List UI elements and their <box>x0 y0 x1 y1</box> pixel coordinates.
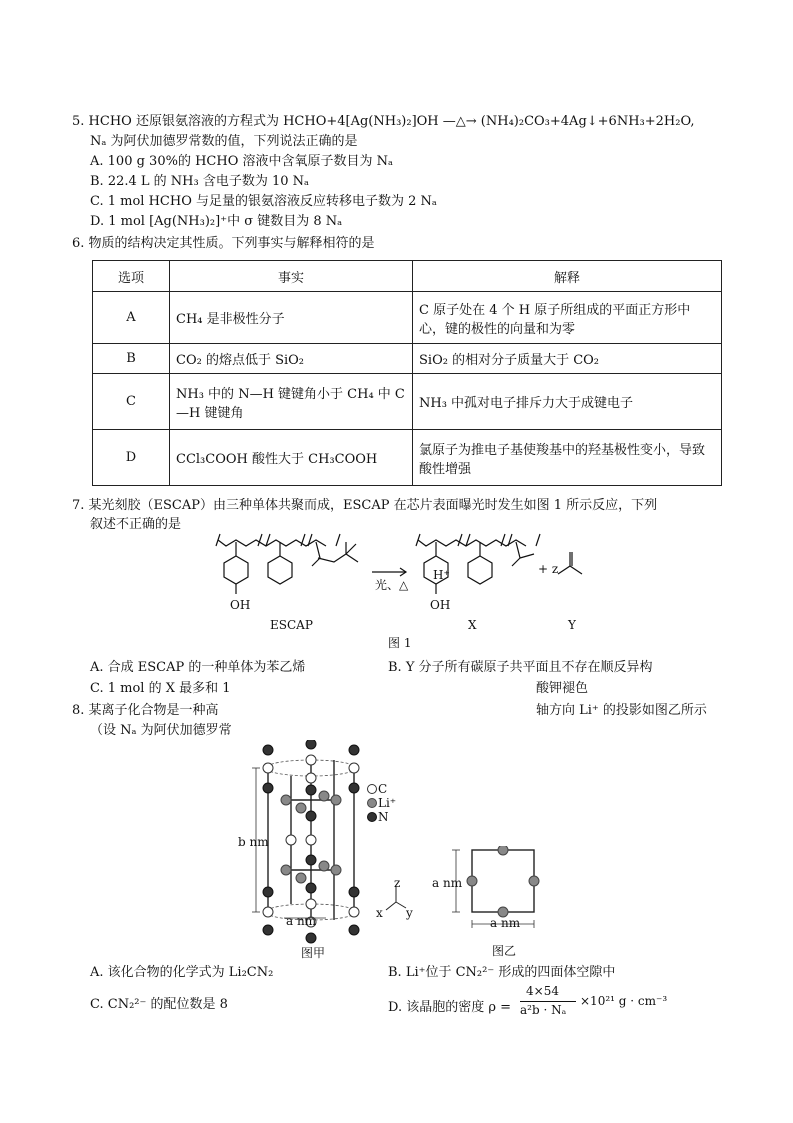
y-label: Y <box>568 618 576 632</box>
caption-jia: 图甲 <box>301 946 326 960</box>
density-suffix: ×10²¹ g · cm⁻³ <box>580 994 668 1008</box>
escap-label: ESCAP <box>270 618 313 632</box>
table-header-row <box>93 261 722 292</box>
q8-option-d <box>388 984 718 1024</box>
row-option: B <box>93 344 170 374</box>
q5-option-d: D. 1 mol [Ag(NH₃)₂]⁺中 σ 键数目为 8 Nₐ <box>90 214 343 229</box>
row-fact: CO₂ 的熔点低于 SiO₂ <box>170 344 413 374</box>
q5-option-a: A. 100 g 30%的 HCHO 溶液中含氧原子数目为 Nₐ <box>90 154 394 169</box>
oh-label-escap: OH <box>230 598 251 612</box>
q7-option-d-partial: 酸钾褪色 <box>536 681 589 696</box>
q8-option-a: A. 该化合物的化学式为 Li₂CN₂ <box>90 965 274 980</box>
axis-x-label: x <box>376 906 383 920</box>
oh-label-x: OH <box>430 598 451 612</box>
density-denominator: a²b · Nₐ <box>520 1003 567 1017</box>
q7-stem-line2: 叙述不正确的是 <box>90 517 182 532</box>
row-fact: CH₄ 是非极性分子 <box>170 292 413 344</box>
b-dimension-label: b nm <box>238 835 269 849</box>
q8-stem-line1-tail: 轴方向 Li⁺ 的投影如图乙所示 <box>536 703 707 718</box>
table-row <box>93 344 722 374</box>
figure-1-caption: 图 1 <box>388 636 412 650</box>
fraction-bar <box>520 1001 576 1002</box>
atom-legend <box>366 782 426 832</box>
row-fact: NH₃ 中的 N—H 键键角小于 CH₄ 中 C—H 键键角 <box>170 374 413 430</box>
q6-table <box>92 260 722 486</box>
legend-li: Li⁺ <box>378 796 397 810</box>
unit-cell-drawing <box>246 740 406 960</box>
projection-figure-yi <box>432 846 556 958</box>
axis-z-label: z <box>394 876 401 890</box>
header-reason: 解释 <box>413 261 722 292</box>
figure-1-reaction <box>200 532 600 652</box>
q8-stem-line1: 8. 某离子化合物是一种高 <box>72 703 219 718</box>
a-dimension-label-yi-bottom: a nm <box>490 916 521 930</box>
row-reason: SiO₂ 的相对分子质量大于 CO₂ <box>413 344 722 374</box>
axes-icon <box>376 876 416 920</box>
row-option: A <box>93 292 170 344</box>
q5-stem-line1: 5. HCHO 还原银氨溶液的方程式为 HCHO+4[Ag(NH₃)₂]OH —△→ (NH₄)₂CO₃+4Ag↓+6NH₃+2H₂O, <box>72 114 695 129</box>
legend-c: C <box>378 782 388 796</box>
q7-stem-line1: 7. 某光刻胶（ESCAP）由三种单体共聚而成，ESCAP 在芯片表面曝光时发生如图 1 所示反应，下列 <box>72 498 658 513</box>
condition-light-heat: 光、△ <box>375 578 409 592</box>
row-option: C <box>93 374 170 430</box>
table-row <box>93 430 722 486</box>
x-label: X <box>468 618 477 632</box>
header-option: 选项 <box>93 261 170 292</box>
q7-option-c-partial: C. 1 mol 的 X 最多和 1 <box>90 681 231 696</box>
row-fact: CCl₃COOH 酸性大于 CH₃COOH <box>170 430 413 486</box>
q5-option-b: B. 22.4 L 的 NH₃ 含电子数为 10 Nₐ <box>90 174 310 189</box>
q7-option-b: B. Y 分子所有碳原子共平面且不存在顺反异构 <box>388 660 653 675</box>
condition-h-plus: H⁺ <box>433 568 450 582</box>
legend-n: N <box>378 810 389 824</box>
a-dimension-label-yi-side: a nm <box>432 876 463 890</box>
q5-option-c: C. 1 mol HCHO 与足量的银氨溶液反应转移电子数为 2 Nₐ <box>90 194 437 209</box>
q8-option-c: C. CN₂²⁻ 的配位数是 8 <box>90 997 228 1012</box>
q6-stem: 6. 物质的结构决定其性质。下列事实与解释相符的是 <box>72 236 375 251</box>
caption-yi: 图乙 <box>492 944 517 958</box>
q8-stem-line2: （设 Nₐ 为阿伏加德罗常 <box>90 723 232 738</box>
crystal-figure-jia <box>238 740 406 960</box>
row-reason: C 原子处在 4 个 H 原子所组成的平面正方形中心，键的极性的向量和为零 <box>413 292 722 344</box>
plus-z-label: + z <box>538 562 559 576</box>
q7-option-a: A. 合成 ESCAP 的一种单体为苯乙烯 <box>90 660 306 675</box>
axis-y-label: y <box>406 906 413 920</box>
density-numerator: 4×54 <box>526 984 559 998</box>
table-row <box>93 374 722 430</box>
a-dimension-label-jia: a nm <box>286 914 317 928</box>
q8-option-b: B. Li⁺位于 CN₂²⁻ 形成的四面体空隙中 <box>388 965 616 980</box>
table-row <box>93 292 722 344</box>
row-option: D <box>93 430 170 486</box>
row-reason: 氯原子为推电子基使羧基中的羟基极性变小，导致酸性增强 <box>413 430 722 486</box>
q5-stem-line2: Nₐ 为阿伏加德罗常数的值，下列说法正确的是 <box>90 134 358 149</box>
density-prefix: D. 该晶胞的密度 ρ = <box>388 1000 512 1015</box>
row-reason: NH₃ 中孤对电子排斥力大于成键电子 <box>413 374 722 430</box>
projection-square <box>436 846 556 956</box>
header-fact: 事实 <box>170 261 413 292</box>
